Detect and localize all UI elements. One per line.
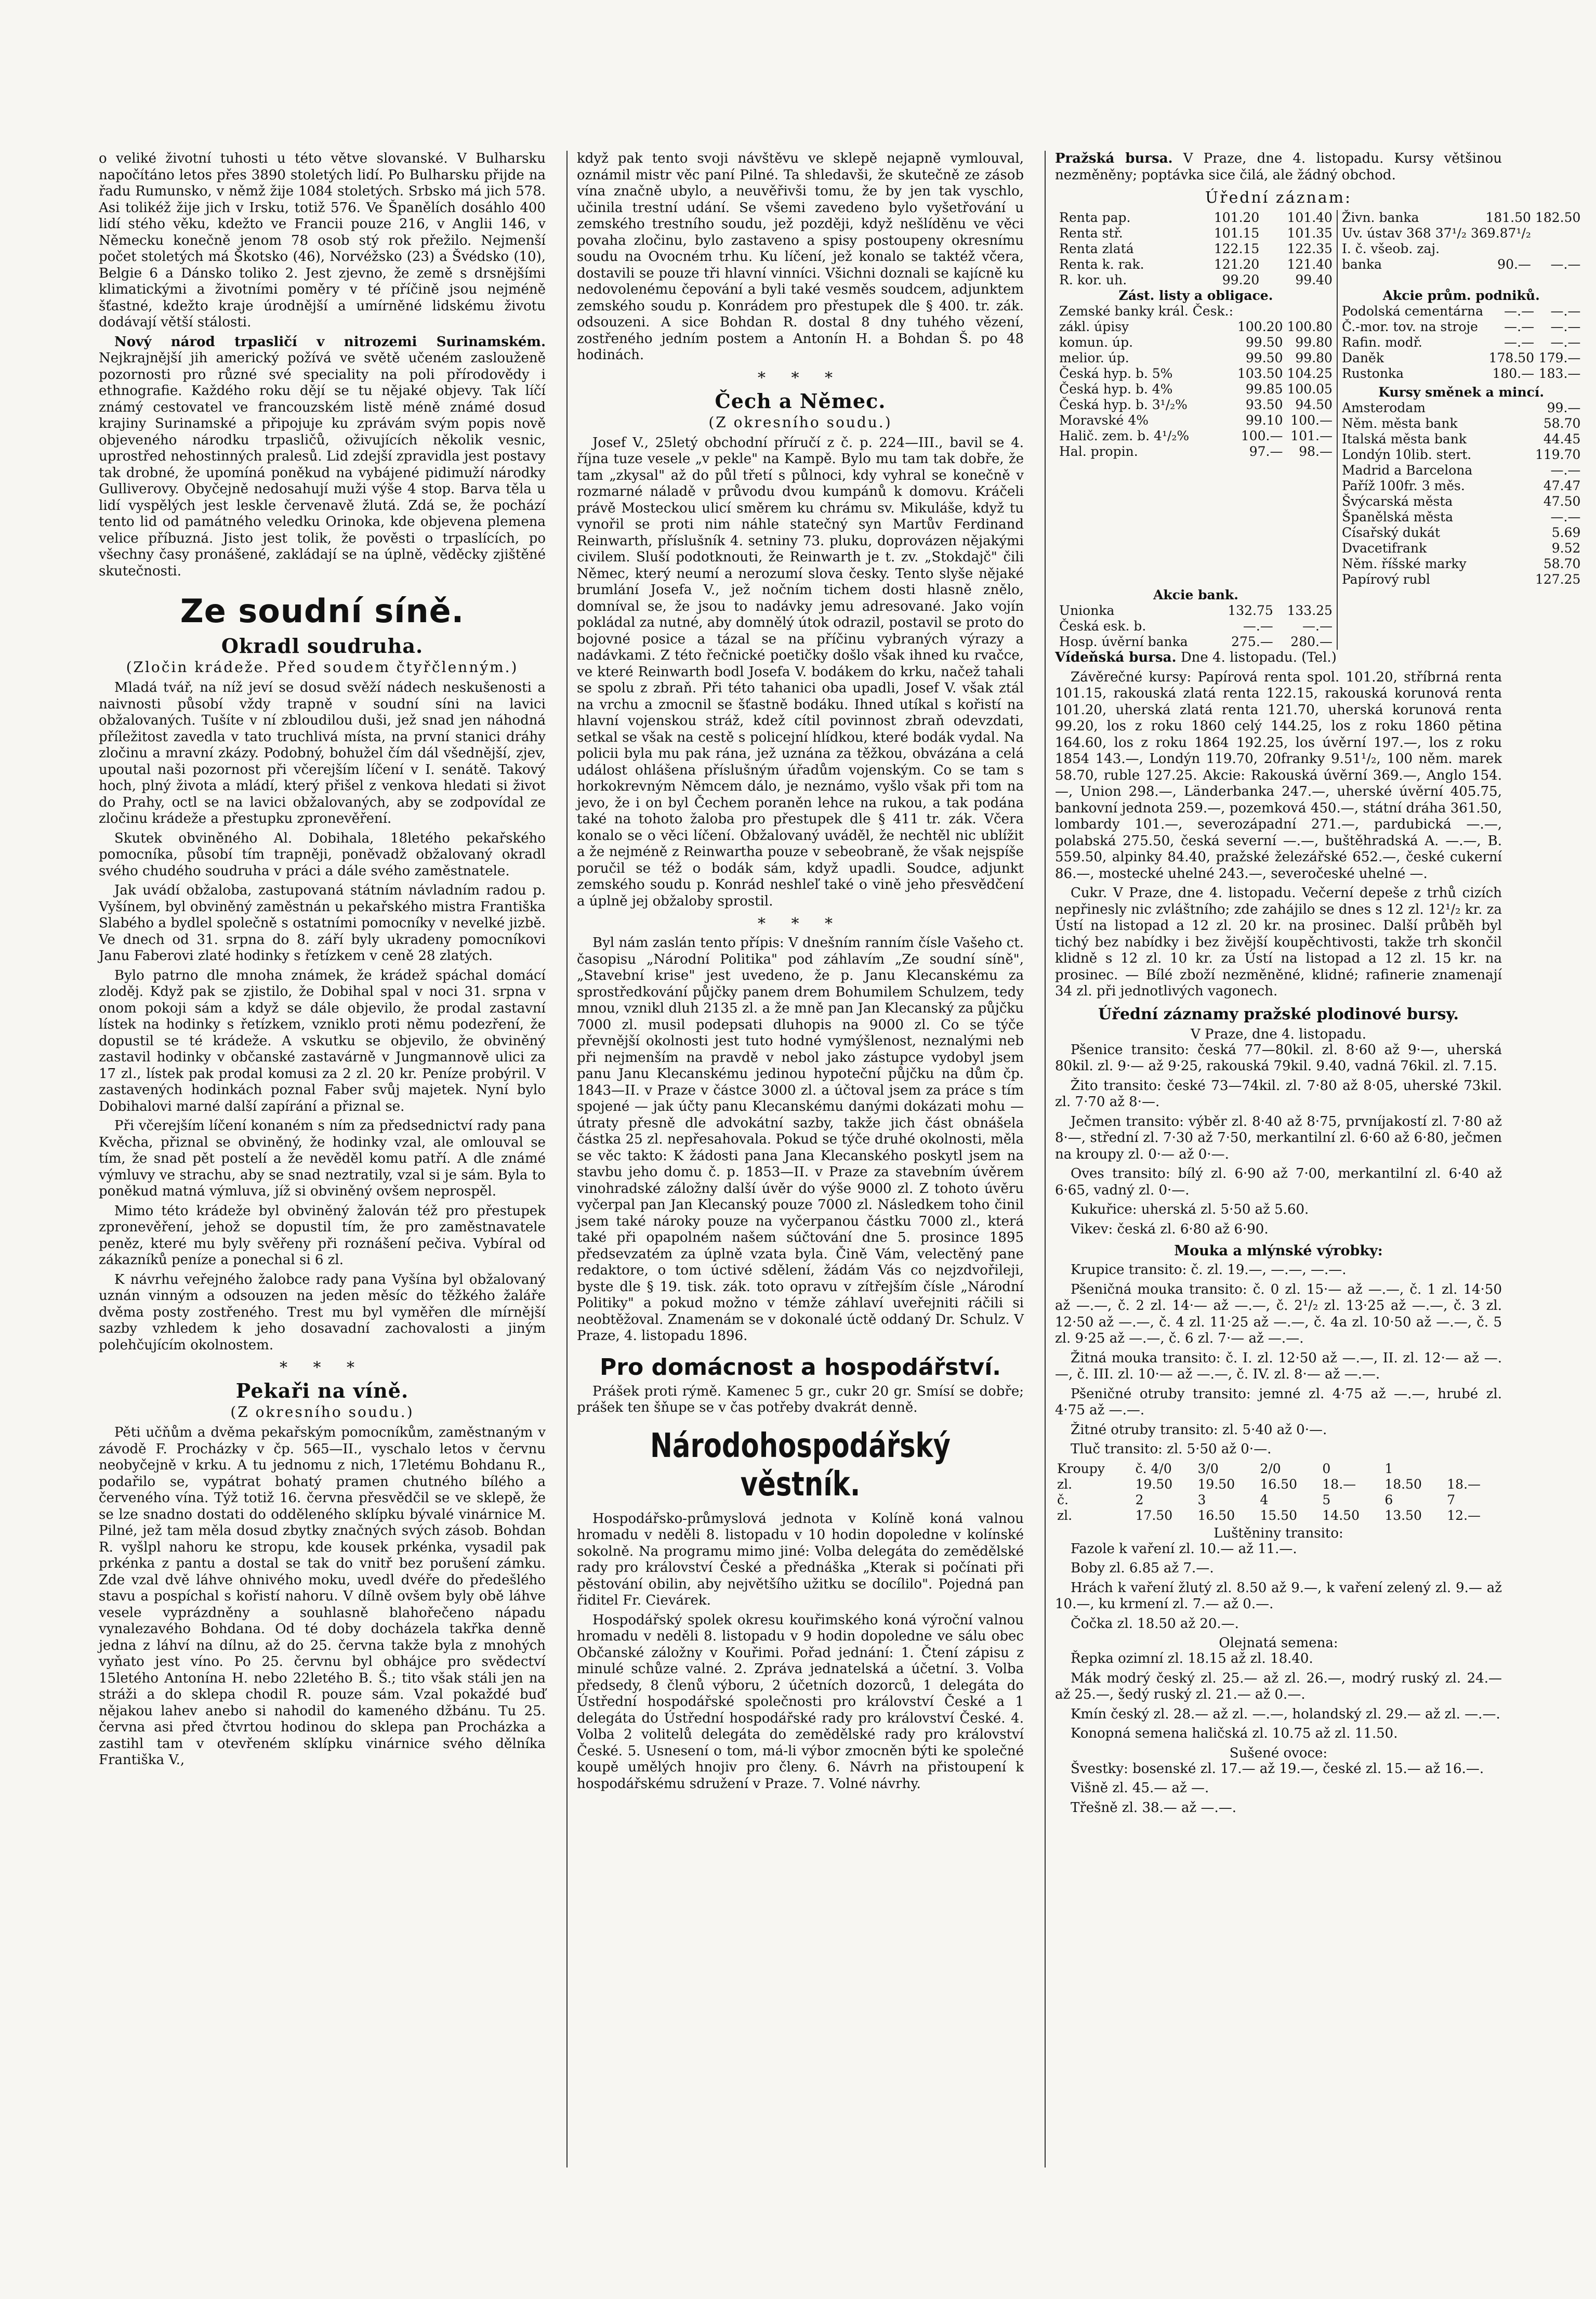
article-body: V Praze, dne 4. listopadu. Kursy většinou nezměněny; poptávka sice čilá, ale žádný obchod. [1055,151,1502,183]
row-label: Č.-mor. tov. na stroje [1341,319,1478,334]
row-label: Česká hyp. b. 4% [1059,382,1173,397]
table-row [1057,319,1335,335]
table-cell: 5 [1322,1492,1331,1507]
row-value: 119.70 [1535,447,1581,462]
row-value: 127.25 [1535,572,1581,587]
row-label: Papírový rubl [1341,572,1430,587]
row-label: Renta pap. [1059,210,1131,225]
article-text: Pšenice transito: česká 77—80kil. zl. 8·60 až 9·—, uherská 80kil. zl. 9·— až 9·25, rakouská 79kil. 9.40, vadná 76kil. zl. 7.15. [1055,1042,1502,1074]
row-value: 44.45 [1543,431,1581,446]
table-subheading: Zást. listy a obligace. [1118,288,1273,303]
row-value: 90.— [1497,257,1531,272]
article-text: Při včerejším líčení konaném s ním za předsednictví rady pana Kvěcha, přiznal se obviněný, že hodinky vzal, ale omlouval se tím, že snad pět postelí a že nevěděl komu patří. A dle známé výmluvy ve strachu, aby se snad neztratily, vzal si je sám. Byla to poněkud matná výmluva, jíž si obviněný ovšem neprospěl. [99,1118,546,1199]
table-row [1057,382,1335,397]
row-value: —.— [1550,509,1581,524]
row-label: Renta k. rak. [1059,257,1144,272]
table-row [1340,525,1582,541]
table-row [1057,366,1335,382]
row-label: Hal. propin. [1059,444,1138,459]
row-value: 101.— [1290,428,1333,443]
row-label: banka [1341,257,1382,272]
article-text: Pěti učňům a dvěma pekařským pomocníkům, zaměstnaným v závodě F. Procházky v čp. 565—II., vyschalo letos v červnu neobyčejně v krku. A tu jednomu z nich, 17letému Bohdanu R., podařilo se, vypátrat bohatý pramen chutného bílého a červeného vína. Týž totiž 16. června přesvědčil se ve sklepě, že se lze snadno dostati do odděleného sklípku bývalé vinárnice M. Pilné, jež tam měla dosud zbytky značných svých zásob. Bohdan R. vyšlpl nahoru ke stropu, kde kousek prkénka, vysadil pak prkénka z pantu a dostal se tak do vnitř bez porušení zámku. Zde vzal dvě láhve ohnivého moku, uvedl dvéře do předešlého stavu a pospíchal s kořistí nahoru. V dílně ovšem byly obě láhve vesele vyprázdněny a souhlasně blahořečeno nápadu vynalezavého Bohdana. Od té doby docházela takřka denně jedna z láhví na dílnu, až do 25. června takže byla z mnohých vyňato jest víno. Po 25. červnu byl obhájce pro svědectví 15letého Antonína H. nebo 22letého B. Š.; tito však stáli jen na stráži a do sklepa chodil R. pouze sám. Vzal pokaždé buď nějakou lahev anebo si nahodil do kameného džbánu. Tu 25. června asi před čtvrtou hodinou do sklepa pan Procházka a zastihl tam v otevřeném sklípku vinárnice svého dělníka Františka V., [99,1425,546,1768]
row-value [1533,226,1582,241]
row-value: —.— [1550,335,1581,350]
table-heading: Sušené ovoce: [1229,1745,1328,1761]
article-text [99,334,546,580]
row-value: 99.— [1547,400,1581,415]
row-label: Uv. ústav 368 37¹/₂ [1341,226,1467,241]
row-label: Dvacetifrank [1341,541,1427,556]
table-row [1057,210,1335,226]
row-value: 101.20 [1214,210,1260,225]
table-row [1057,304,1335,319]
row-label: Renta zlatá [1059,241,1134,256]
article-text: Řepka ozimní zl. 18.15 až zl. 18.40. [1071,1651,1313,1666]
row-label: Švýcarská města [1341,494,1453,509]
table-row [1340,304,1582,319]
table-subheading: Kursy směnek a mincí. [1378,385,1545,400]
table-cell: č. [1057,1492,1069,1507]
row-label: Moravské 4% [1059,413,1149,428]
exchange-table-1 [1055,210,1585,650]
article-text: K návrhu veřejného žalobce rady pana Vyšína byl obžalovaný uznán vinným a odsouzen na jeden měsíc do těžkého žaláře dvěma posty zostřeného. Trest mu byl vyměřen dle mírnější sazby vzhledem k jeho dosavadní zachovalosti a jiným polehčujícím okolnostem. [99,1271,546,1353]
article-text: Čočka zl. 18.50 až 20.—. [1071,1615,1239,1632]
article-text: Třešně zl. 38.— až —.—. [1071,1799,1237,1816]
row-value: 99.10 [1245,413,1283,428]
row-value: —.— [1550,304,1581,319]
separator-stars: * * * [757,915,843,933]
row-value: 47.47 [1543,478,1581,493]
row-value: 99.40 [1295,272,1333,287]
rates-right [1340,210,1582,272]
article-text: Mimo této krádeže byl obviněný žalován též pro přestupek zpronevěření, jehož se dopustil tím, že pro zaměstnavatele peněz, které mu byly svěřeny při roznášení pečiva. Vybíral od zákazníků peníze a ponechal si 6 zl. [99,1203,546,1268]
column-3 [1055,151,1581,2178]
row-value: 369.87¹/₂ [1470,226,1531,241]
table-row [1055,1477,1502,1492]
table-cell: 2 [1135,1492,1144,1507]
row-value: 99.80 [1295,335,1333,350]
table-cell: 17.50 [1135,1507,1173,1523]
table-row [1340,210,1582,226]
article-text: Konopná semena haličská zl. 10.75 až zl. 11.50. [1071,1726,1398,1741]
row-value: —.— [1302,619,1333,634]
table-subheading: Akcie prům. podniků. [1382,288,1540,303]
table-row [1340,478,1582,494]
row-label: Něm. města bank [1341,416,1458,431]
table-subheading: Akcie bank. [1153,587,1238,602]
row-value: 132.75 [1228,603,1273,618]
table-row [1340,494,1582,509]
table-cell: 14.50 [1322,1507,1360,1523]
row-value: 101.35 [1287,226,1333,241]
table-row [1340,541,1582,556]
article-date: V Praze, dne 4. listopadu. [1190,1026,1367,1042]
row-label: Císařský dukát [1341,525,1441,540]
article-text: Fazole k vaření zl. 10.— až 11.—. [1071,1541,1297,1557]
row-value: 93.50 [1245,397,1283,412]
table-row [1055,1508,1502,1523]
article-text: Prášek proti rýmě. Kamenec 5 gr., cukr 20 gr. Smísí se dobře; prášek ten šňupe se v čas potřeby dvakrát denně. [577,1383,1024,1415]
row-label: Daněk [1341,350,1384,365]
row-value [1533,241,1582,257]
article-text: Jak uvádí obžaloba, zastupovaná státním návladním radou p. Vyšínem, byl obviněný zaměstnán u pekařského mistra Františka Slabého a bydlel společně s ostatními pomocníky v nevelké jizbě. Ve dnech od 31. srpna do 8. září byly ukradeny pomocníkovi Janu Faberovi zlaté hodinky s řetízkem v ceně 28 zlatých. [99,883,546,964]
row-value: 122.35 [1287,241,1333,256]
story-subtitle: (Z okresního soudu.) [230,1403,414,1421]
row-value: 275.— [1231,634,1273,649]
article-text: Cukr. V Praze, dne 4. listopadu. Večerní depeše z trhů cizích nepřinesly nic zvláštního; zde zahájilo se dnes s 12 zl. 12¹/₂ kr. za Ústí na listopad a 12 zl. 20 kr. na prosinec. Další průběh byl tichý bez nabídky i bez živější koupěchtivosti, takže trh skončil klidně s 12 zl. 10 kr. za Ústí na listopad a 12 zl. 15 kr. na prosinec. — Bílé zboží nezměněné, klidné; rafinerie znamenají 34 zl. při jednotlivých vagonech. [1055,885,1502,999]
row-value: 178.50 [1488,350,1535,365]
row-value: 98.— [1299,444,1333,459]
article-date: Dne 4. listopadu. (Tel.) [1180,650,1337,665]
row-value: 100.20 [1237,319,1283,334]
section-heading: Pro domácnost a hospodářství. [600,1354,1001,1381]
article-text: Kmín český zl. 28.— až zl. —.—, holandský zl. 29.— až zl. —.—. [1071,1706,1500,1722]
row-value: 94.50 [1295,397,1333,412]
table-row [1057,350,1335,366]
row-label: Paříž 100fr. 3 měs. [1341,478,1465,493]
table-cell: 15.50 [1260,1507,1298,1523]
table-row [1340,400,1582,416]
row-value: 97.— [1249,444,1283,459]
table-row [1340,463,1582,478]
row-label: Londýn 10lib. stert. [1341,447,1472,462]
article-text: když pak tento svoji návštěvu ve sklepě nejapně vymlouval, oznámil mistr věc paní Pilné. Ta shledavši, že skutečně ze zásob vína značně ubylo, a neuvěřivši tomu, že by jen tak vyschlo, učinila trestní udání. Se všemi zavedeno bylo vyšetřování u zemského trestního soudu, jež později, když nešlíděnu ve věci povaha zločinu, bylo zastaveno a spisy postoupeny okresnímu soudu na Ovocném trhu. Ku líčení, jež konalo se taktéž včera, dostavili se pouze tři hlavní vinníci. Všichni doznali se kajícně ku nedovolenému čepování a byli také vesměs soudcem, adjunktem zemského soudu p. Konrádem pro přestupek dle § 400. tr. zák. odsouzeni. A sice Bohdan R. dostal 8 dny tuhého vězení, zostřeného jedním postem a Antonín H. a Bohdan Š. po 48 hodinách. [577,151,1024,363]
table-cell: 13.50 [1384,1507,1422,1523]
table-cell: 18.— [1447,1476,1481,1492]
rates-smenek [1340,400,1582,587]
row-value: 47.50 [1543,494,1581,509]
table-cell: 1 [1384,1461,1393,1476]
section-heading: Národohospodářský věstník. [650,1426,951,1504]
row-value: —.— [1243,619,1273,634]
table-row [1055,1492,1502,1508]
row-value: 9.52 [1551,541,1581,556]
table-row [1340,319,1582,335]
table-row [1340,226,1582,241]
table-row [1340,447,1582,463]
row-label: Madrid a Barcelona [1341,463,1473,478]
row-value: 181.50 [1485,210,1531,225]
row-value: 100.— [1290,413,1333,428]
table-heading: Úřední záznamy pražské plodinové bursy. [1098,1005,1459,1023]
row-label: Rafin. modř. [1341,335,1422,350]
table-cell: 7 [1447,1492,1456,1507]
table-row [1057,619,1335,634]
table-cell: Kroupy [1057,1461,1105,1476]
row-label: Španělská města [1341,509,1454,524]
row-label: Hosp. úvěrní banka [1059,634,1188,649]
table-cell: 12.— [1447,1507,1481,1523]
table-cell: 3 [1197,1492,1206,1507]
separator-stars: * * * [757,369,843,387]
table-cell: 19.50 [1197,1476,1235,1492]
rates-akcie [1340,304,1582,382]
table-row [1340,556,1582,572]
table-row [1340,350,1582,366]
article-text: Pšeničná mouka transito: č. 0 zl. 15·— až —.—, č. 1 zl. 14·50 až —.—, č. 2 zl. 14·— až —.—, č. 2¹/₂ zl. 13·25 až —.—, č. 3 zl. 12·50 až —.—, č. 4 zl. 11·25 až —.—, č. 4a zl. 10·50 až —.—, č. 5 zl. 9·25 až —.—, č. 6 zl. 7·— až —.—. [1055,1281,1502,1346]
article-text: Vikev: česká zl. 6·80 až 6·90. [1071,1221,1269,1237]
row-value: —.— [1504,335,1535,350]
table-cell: 16.50 [1197,1507,1235,1523]
row-value: 104.25 [1287,366,1333,381]
row-label: Něm. říšské marky [1341,556,1467,571]
article-body: Nejkrajnější jih americký požívá ve světě učeném zaslouženě pozornosti pro různé své speciality na poli přírodovědy i ethnografie. Každého roku dějí se tu nějaké objevy. Tak líčí známý cestovatel ve francouzském listě méně známé dosud krajiny Surinamské a připojuje ku zprávám svým popis nově objeveného národku trpasličů, oživujících několik vesnic, uprostřed nehostinných pralesů. Lid zdejší zpravidla jest postavy tak drobné, že upomíná poněkud na vybájené pidimuží národky Gulliverovy. Obyčejně nedosahují muži výše 4 stop. Barva těla u lidí vyspělých jest leskle červenavě žlutá. Zdá se, že pochází tento lid od památného veledku Orinoka, kde objevena plemena velice příbuzná. Jisto jest tolik, že pověsti o trpaslících, po všechny časy pronášené, zakládají se na úplně, věděcky zjištěné skutečnosti. [99,350,546,579]
table-row [1057,397,1335,413]
row-label: R. kor. uh. [1059,272,1127,287]
table-cell: 4 [1260,1492,1269,1507]
article-text: Mák modrý český zl. 25.— až zl. 26.—, modrý ruský zl. 24.— až 25.—, šedý ruský zl. 21.— až 0.—. [1055,1670,1502,1702]
row-label: Renta stř. [1059,226,1123,241]
section-heading: Ze soudní síně. [180,592,465,630]
table-cell: 2/0 [1260,1461,1281,1476]
row-label: Živn. banka [1341,210,1419,225]
table-heading: Mouka a mlýnské výrobky: [1174,1243,1383,1259]
article-text: Švestky: bosenské zl. 17.— až 19.—, české zl. 15.— až 16.—. [1071,1761,1484,1777]
article-text: Závěrečné kursy: Papírová renta spol. 101.20, stříbrná renta 101.15, rakouská zlatá renta 122.15, rakouská korunová renta 101.20, uherská zlatá renta 121.70, uherská korunová renta 99.20, los z roku 1860 celý 144.25, los z roku 1860 pětina 164.60, los z roku 1864 192.25, los úvěrní 197.—, los z roku 1854 143.—, Londýn 119.70, 20franky 9.51¹/₂, 100 něm. marek 58.70, ruble 127.25. Akcie: Rakouská úvěrní 369.—, Anglo 154.—, Union 298.—, Länderbanka 247.—, uherské úvěrní 405.75, bankovní jednota 259.—, pozemková 450.—, státní dráha 361.50, lombardy 101.—, severozápadní 271.—, pardubická —.—, polabská 275.50, česká severní —.—, buštěhradská A. —.—, B. 559.50, alpinky 84.40, pražské železářské 652.—, české cukerní 86.—, mostecké uhelné 243.—, severočeské uhelné —. [1055,669,1502,882]
article-text: Bylo patrno dle mnoha známek, že krádež spáchal domácí zloděj. Když pak se zjistilo, že Dobihal spal v noci 31. srpna v onom pokoji sám a když se dále objevilo, že prodal zastavní lístek na hodinky s řetízkem, vzniklo proti němu podezření, že dopustil se té krádeže. A vskutku se objevilo, že obviněný zastavil hodinky v občanské zastavárně v Jungmannově ulici za 17 zl., lístek pak prodal komusi za 2 zl. 20 kr. Peníze probýril. V zastavených hodinkách poznal Faber svůj majetek. Nyní bylo Dobihalovi marné další zapírání a přiznal se. [99,967,546,1114]
rates-left [1057,210,1335,288]
row-value: 99.85 [1245,382,1283,397]
article-text: Oves transito: bílý zl. 6·90 až 7·00, merkantilní zl. 6·40 až 6·65, vadný zl. 0·—. [1055,1166,1502,1198]
table-row [1340,509,1582,525]
column-1 [99,151,546,2178]
article-text: Byl nám zaslán tento přípis: V dnešním ranním čísle Vašeho ct. časopisu „Národní Politika" pod záhlavím „Ze soudní síně", „Stavební krise" jest uvedeno, že p. Janu Klecanskému za sprostředkování půjčky panem drem Bohumilem Schulzem, tedy mnou, vznikl dluh 2135 zl. a že mně pan Jan Klecanský za půjčku 7000 zl. musil podepsati dluhopis na 9000 zl. Co se týče převnější okolnosti jest tuto hodné vymýšlenost, neznalými neb při nejmenším na pravdě v nebol jako zástupce vydobyl jsem panu Janu Klecanskému jedinou hypoteční půjčku na dům čp. 1843—II. v Praze v částce 3000 zl. a účtoval jsem za práce s tím spojené — jak účty panu Klecanskému danými dokázati mohu — útraty přesně dle advokátní sazby, takže jich část obnášela částka 25 zl. nepřesahovala. Pokud se týče druhé okolnosti, měla se věc takto: K žádosti pana Jana Klecanského poskytl jsem na stavbu jeho domu č. p. 1853—II. v Praze za stavebním úvěrem vinohradské záložny další úvěr do výše 9000 zl. Z tohoto úvěru vyčerpal pan Jan Klecanský pouze 7000 zl. Následkem toho činil jsem také nároky pouze na vyčerpanou částku 7000 zl., která také při opapolném našem súčtování dne 5. prosince 1895 předsevzatém za úplně vzata byla. Čině Vám, velectěný pane redaktore, o tom úctivé sdělení, žádám Vás co nejzdvořileji, byste dle § 19. tisk. zák. toto opravu v zítřejším čísle „Národní Politiky" a pokud možno v témže záhlaví uveřejniti ráčili si neobtěžoval. Znamenám se v dokonalé úctě oddaný Dr. Schulz. V Praze, 4. listopadu 1896. [577,935,1024,1344]
row-value: —.— [1550,257,1581,272]
table-heading: Luštěniny transito: [1214,1525,1343,1541]
row-value: 99.80 [1295,350,1333,365]
table-row [1057,413,1335,428]
table-cell: 6 [1384,1492,1393,1507]
row-value: —.— [1504,304,1535,319]
row-value: —.— [1550,319,1581,334]
row-value: 99.20 [1222,272,1260,287]
table-row [1057,335,1335,350]
table-row [1057,257,1335,272]
row-label: Unionka [1059,603,1115,618]
row-value: 121.20 [1214,257,1260,272]
table-row [1057,444,1335,459]
row-value: 58.70 [1543,416,1581,431]
row-label: Česká hyp. b. 5% [1059,366,1173,381]
table-row [1057,428,1335,444]
row-label: Zemské banky král. Česk.: [1059,304,1233,319]
row-value: 101.40 [1287,210,1333,225]
table-row [1340,572,1582,587]
row-value: 101.15 [1214,226,1260,241]
article-text: Žitná mouka transito: č. I. zl. 12·50 až —.—, II. zl. 12·— až —.—, č. III. zl. 10·— až —.—, č. IV. zl. 8·— až —.—. [1055,1350,1502,1382]
row-label: Rustonka [1341,366,1404,381]
article-title: Nový národ trpasličí v nitrozemi Surinamském. [114,334,546,350]
article-text: Ječmen transito: výběr zl. 8·40 až 8·75, prvníjakostí zl. 7·80 až 8·—, střední zl. 7·30 až 7·50, merkantilní zl. 6·60 až 6·80, ječmen na kroupy zl. 0·— až 0·—. [1055,1113,1502,1162]
row-value: —.— [1550,463,1581,478]
table-row [1055,1461,1502,1477]
kroupy-table [1055,1461,1502,1523]
row-value [1285,304,1334,319]
article-text: Mladá tvář, na níž jeví se dosud svěží nádech neskušenosti a naivnosti působí vždy trapně v soudní síni na lavici obžalovaných. Tušíte v ní zbloudilou duši, jež snad jen náhodná příležitost zavedla v tato truchlivá místa, na první stanici dráhy zločinu a mravní zkázy. Podobný, bohužel čím dál všednější, zjev, upoutal naši pozornost při včerejším líčení v I. senátě. Takový hoch, plný života a mládí, který přišel z venkova hledati si život do Prahy, octl se na lavici obžalovaných, aby se zodpovídal ze zločinu krádeže a přestupku zpronevěření. [99,680,546,826]
table-row [1057,634,1335,650]
article-text: Žitné otruby transito: zl. 5·40 až 0·—. [1071,1422,1327,1438]
story-subtitle: (Zločin krádeže. Před soudem čtyřčlenným.) [126,659,519,676]
row-value: 179.— [1538,350,1581,365]
row-label: I. č. všeob. zaj. [1341,241,1440,256]
table-row [1340,431,1582,447]
row-value: 183.— [1538,366,1581,381]
table-cell: zl. [1057,1476,1073,1492]
table-cell: 18.50 [1384,1476,1422,1492]
row-value: 182.50 [1535,210,1581,225]
article-text [1055,151,1502,183]
article-text: Hrách k vaření žlutý zl. 8.50 až 9.—, k vaření zelený zl. 9.— až 10.—, ku krmení zl. 7.— až 0.—. [1055,1580,1502,1612]
row-value: 58.70 [1543,556,1581,571]
row-label: Amsterodam [1341,400,1426,415]
row-label: Česká esk. b. [1059,619,1146,634]
table-cell: 16.50 [1260,1476,1298,1492]
article-text: o veliké životní tuhosti u této větve slovanské. V Bulharsku napočítáno letos přes 3890 stoletých lidí. Po Bulharsku přijde na řadu Rumunsko, v němž žije 1084 stoletých. Srbsko má jich 578. Asi tolikéž žije jich v Irsku, totiž 576. Ve Španělích dosáhlo 400 lidí stého věku, kdežto ve Francii pouze 216, v Anglii 146, v Německu konečně jenom 78 osob stý rok přežilo. Nejmenší počet stoletých má Škotsko (46), Norvéžsko (23) a Švédsko (10), Belgie 6 a Dánsko toliko 2. Jest zjevno, že země s drsnějšími klimatickými a životními poměry v té příčině jsou nejméně šťastné, kdežto kraje úrodnější a umírněné lidskému životu dodávají větší stálosti. [99,151,546,330]
table-row [1340,366,1582,382]
article-text: Skutek obviněného Al. Dobihala, 18letého pekařského pomocníka, působí tím trapněji, poněvadž obžalovaný okradl svého chudého soudruha v práci a dále svého zaměstnatele. [99,830,546,879]
column-2 [577,151,1024,2178]
table-row [1057,226,1335,241]
row-value: 103.50 [1237,366,1283,381]
table-heading: Olejnatá semena: [1219,1635,1338,1651]
row-value: 5.69 [1551,525,1581,540]
table-row [1057,603,1335,619]
rates-zast [1057,304,1335,459]
table-heading: Úřední záznam: [1205,189,1352,207]
table-row [1340,335,1582,350]
row-value: 99.50 [1245,350,1283,365]
table-cell: 19.50 [1135,1476,1173,1492]
row-value: 100.— [1241,428,1283,443]
article-text: Tluč transito: zl. 5·50 až 0·—. [1071,1441,1272,1457]
table-cell: 18.— [1322,1476,1356,1492]
story-subtitle: (Z okresního soudu.) [708,413,892,431]
row-value: 99.50 [1245,335,1283,350]
table-row [1340,257,1582,272]
table-row [1340,241,1582,257]
table-row [1057,241,1335,257]
row-value: 133.25 [1287,603,1333,618]
row-value: 100.80 [1287,319,1333,334]
row-value: 100.05 [1287,382,1333,397]
story-title: Čech a Němec. [715,389,886,413]
row-value: 180.— [1492,366,1535,381]
article-title: Pražská bursa. [1055,151,1173,166]
row-label: Italská města bank [1341,431,1467,446]
table-cell: 3/0 [1197,1461,1219,1476]
row-label: Podolská cementárna [1341,304,1484,319]
article-text: Pšeničné otruby transito: jemné zl. 4·75 až —.—, hrubé zl. 4·75 až —.—. [1055,1386,1502,1418]
article-title: Vídeňská bursa. [1055,650,1177,665]
row-label: komun. úp. [1059,335,1133,350]
row-label: melior. úp. [1059,350,1129,365]
table-row [1340,416,1582,431]
article-text: Hospodářský spolek okresu kouřimského koná výroční valnou hromadu v neděli 8. listopadu v 9 hodin dopoledne ve sálu obec Občanské záložny v Kouřimi. Pořad jednání: 1. Čtení zápisu z minulé schůze valné. 2. Zpráva jednatelská a účetní. 3. Volba předsedy, 8 členů výboru, 2 účetních dozorců, 1 delegáta do Ústřední hospodářské společnosti pro království České a 1 delegáta do Ústřední hospodářské rady pro království České. 4. Volba 2 volitelů delegáta do zemědělské rady pro království České. 5. Usnesení o tom, má-li výbor zmocněn býti ke společné koupě umělých hnojiv pro členy. 6. Návrh na přistoupení k hospodářskému sdružení v Praze. 7. Volné návrhy. [577,1612,1024,1792]
row-value [1469,241,1533,257]
row-value [1235,304,1285,319]
article-text: Kukuřice: uherská zl. 5·50 až 5.60. [1071,1202,1309,1217]
table-cell: zl. [1057,1507,1073,1523]
row-value: 122.15 [1214,241,1260,256]
story-title: Pekaři na víně. [235,1379,409,1402]
article-text: Boby zl. 6.85 až 7.—. [1071,1560,1214,1576]
rates-bank [1057,603,1335,650]
table-row [1057,272,1335,288]
article-text: Josef V., 25letý obchodní příručí z č. p. 224—III., bavil se 4. října tuze vesele „v pekle" na Kampě. Bylo mu tam tak dobře, že tam „zkysal" až do půl třetí s půlnoci, kdy vyhral se konečně v rozmarné náladě v průvodu dvou kumpánů k domovu. Kráčeli právě Mosteckou ulicí směrem ku chrámu sv. Mikuláše, když tu vynořil se proti nim náhle statečný syn Martův Ferdinand Reinwarth, příslušník 4. setniny 73. pluku, doprovázen nějakými civilem. Sluší podotknouti, že Reinwarth je t. zv. „Stokdajč" čili Němec, který neumí a nerozumí slova česky. Tento slyše nějaké brumlání Josefa V., jež nočním tichem dosti hlasně znělo, domníval se, že jsou to nadávky jemu adresované. Jako vojín pokládal za nutné, aby domnělý útok odrazil, postavil se proto do bojovné posice a tázal se na příčinu vybraných výrazy a nadávkami. Z této řečnické poetičky došlo však ihned ku rvačce, ve které Reinwarth bodl Josefa V. bodákem do krku, načež tahali se spolu z zbraň. Při této tahanici oba upadli, Josef V. však ztál na vrchu a zmocnil se šťastně bodáku. Ihned utíkal s kořistí na hlavní vojenskou stráž, kdež cítil povinnost zbraň odevzdati, setkal se však na cestě s policejní hlídkou, které bodák vydal. Na policii byla mu pak rána, jež uznána za těžkou, obvázána a celá událost ohlášena příslušným úřadům vojenským. Co se tam s horkokrevným Němcem dálo, je neznámo, vyšlo však při tom na jevo, že i on byl Čechem poraněn lehce na rukou, a tak podána také na tohoto žaloba pro přestupek dle § 411 tr. zák. Včera konalo se o věci líčení. Obžalovaný uváděl, že nechtěl nic ublížit a že nejméně z Reinwartha pouze v sebeobraně, že však nejspíše poručil se též o bodák sám, když upadli. Soudce, adjunkt zemského soudu p. Konrád neshleľ také o vině jeho přesvědčení a úplně jej obžaloby sprostil. [577,435,1024,909]
row-value: —.— [1504,319,1535,334]
table-cell: 0 [1322,1461,1331,1476]
article-text: Krupice transito: č. zl. 19.—, —.—, —.—. [1071,1262,1347,1278]
separator-stars: * * * [279,1359,365,1377]
row-label: Česká hyp. b. 3¹/₂% [1059,397,1188,412]
article-text: Višně zl. 45.— až —. [1071,1780,1209,1796]
row-label: Halič. zem. b. 4¹/₂% [1059,428,1190,443]
story-title: Okradl soudruha. [221,634,424,658]
article-text [1055,650,1502,666]
row-value: 280.— [1290,634,1333,649]
row-value: 121.40 [1287,257,1333,272]
table-cell: č. 4/0 [1135,1461,1172,1476]
article-text: Žito transito: české 73—74kil. zl. 7·80 až 8·05, uherské 73kil. zl. 7·70 až 8·—. [1055,1078,1502,1110]
article-text: Hospodářsko-průmyslová jednota v Kolíně koná valnou hromadu v neděli 8. listopadu v 10 hodin dopoledne v kolínské sokolně. Na programu mimo jiné: Volba delegáta do zemědělské rady pro království České a přednáška „Kterak si počínati při pěstování obilin, aby největšího užitku se docílilo". Pojedná pan řiditel Fr. Cievárek. [577,1510,1024,1608]
row-label: zákl. úpisy [1059,319,1129,334]
